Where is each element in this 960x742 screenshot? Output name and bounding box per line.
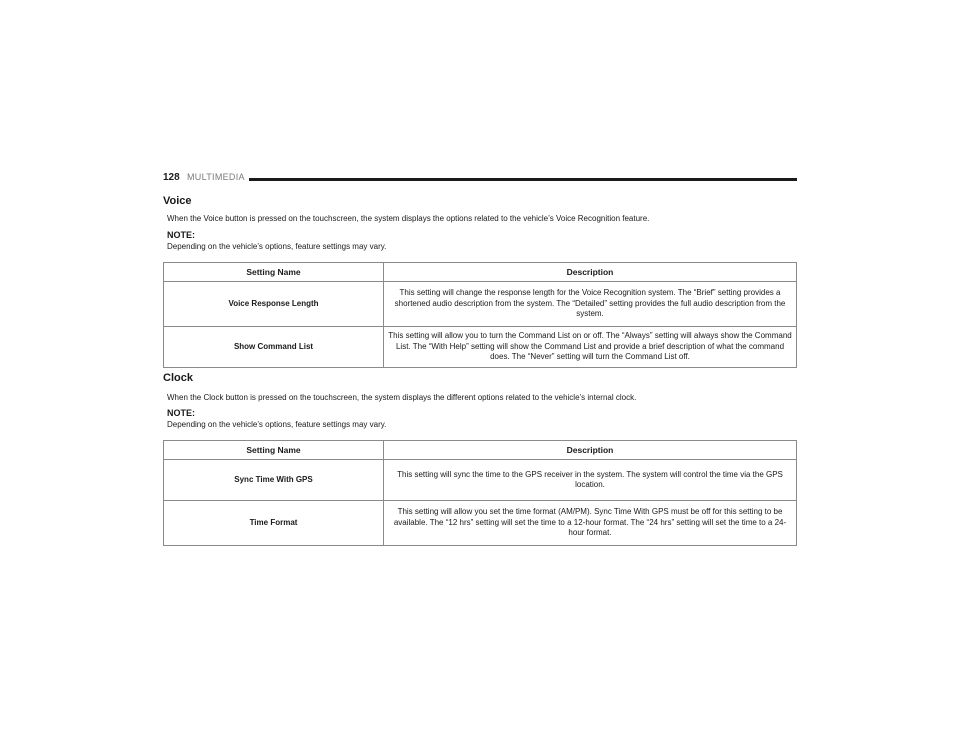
column-header-setting-name: Setting Name [164, 263, 384, 282]
column-header-setting-name: Setting Name [164, 441, 384, 460]
clock-settings-table [163, 440, 797, 546]
voice-note-text: Depending on the vehicle’s options, feature settings may vary. [167, 242, 387, 251]
table-row [164, 460, 797, 501]
header-rule [249, 178, 797, 181]
table-row [164, 282, 797, 327]
table-row [164, 327, 797, 368]
voice-settings-table [163, 262, 797, 368]
clock-note-label: NOTE: [167, 408, 195, 418]
setting-name: Time Format [164, 501, 384, 546]
setting-description: This setting will allow you to turn the Command List on or off. The “Always” setting will always show the Command List. The “With Help” setting will show the Command List and provide a brief description of what the command does. The “Never” setting will turn the Command List off. [384, 327, 797, 368]
setting-name: Voice Response Length [164, 282, 384, 327]
column-header-description: Description [384, 263, 797, 282]
column-header-description: Description [384, 441, 797, 460]
table-header-row [164, 441, 797, 460]
clock-note-text: Depending on the vehicle’s options, feature settings may vary. [167, 420, 387, 429]
clock-intro: When the Clock button is pressed on the touchscreen, the system displays the different options related to the vehicle’s internal clock. [167, 393, 637, 402]
table-header-row [164, 263, 797, 282]
setting-description: This setting will sync the time to the GPS receiver in the system. The system will control the time via the GPS location. [384, 460, 797, 501]
voice-intro: When the Voice button is pressed on the touchscreen, the system displays the options related to the vehicle’s Voice Recognition feature. [167, 214, 650, 223]
table-row [164, 501, 797, 546]
section-label: MULTIMEDIA [187, 172, 245, 182]
setting-name: Show Command List [164, 327, 384, 368]
page-header [163, 172, 797, 186]
clock-title: Clock [163, 372, 193, 384]
page-number: 128 [163, 172, 180, 183]
setting-name: Sync Time With GPS [164, 460, 384, 501]
setting-description: This setting will allow you set the time format (AM/PM). Sync Time With GPS must be off for this setting to be available. The “12 hrs” setting will set the time to a 12-hour format. The “24 hrs” setting will set the time to a 24-hour format. [384, 501, 797, 546]
voice-note-label: NOTE: [167, 230, 195, 240]
setting-description: This setting will change the response length for the Voice Recognition system. The “Brief” setting provides a shortened audio description from the system. The “Detailed” setting provides the full audio description from the system. [384, 282, 797, 327]
voice-title: Voice [163, 195, 192, 207]
